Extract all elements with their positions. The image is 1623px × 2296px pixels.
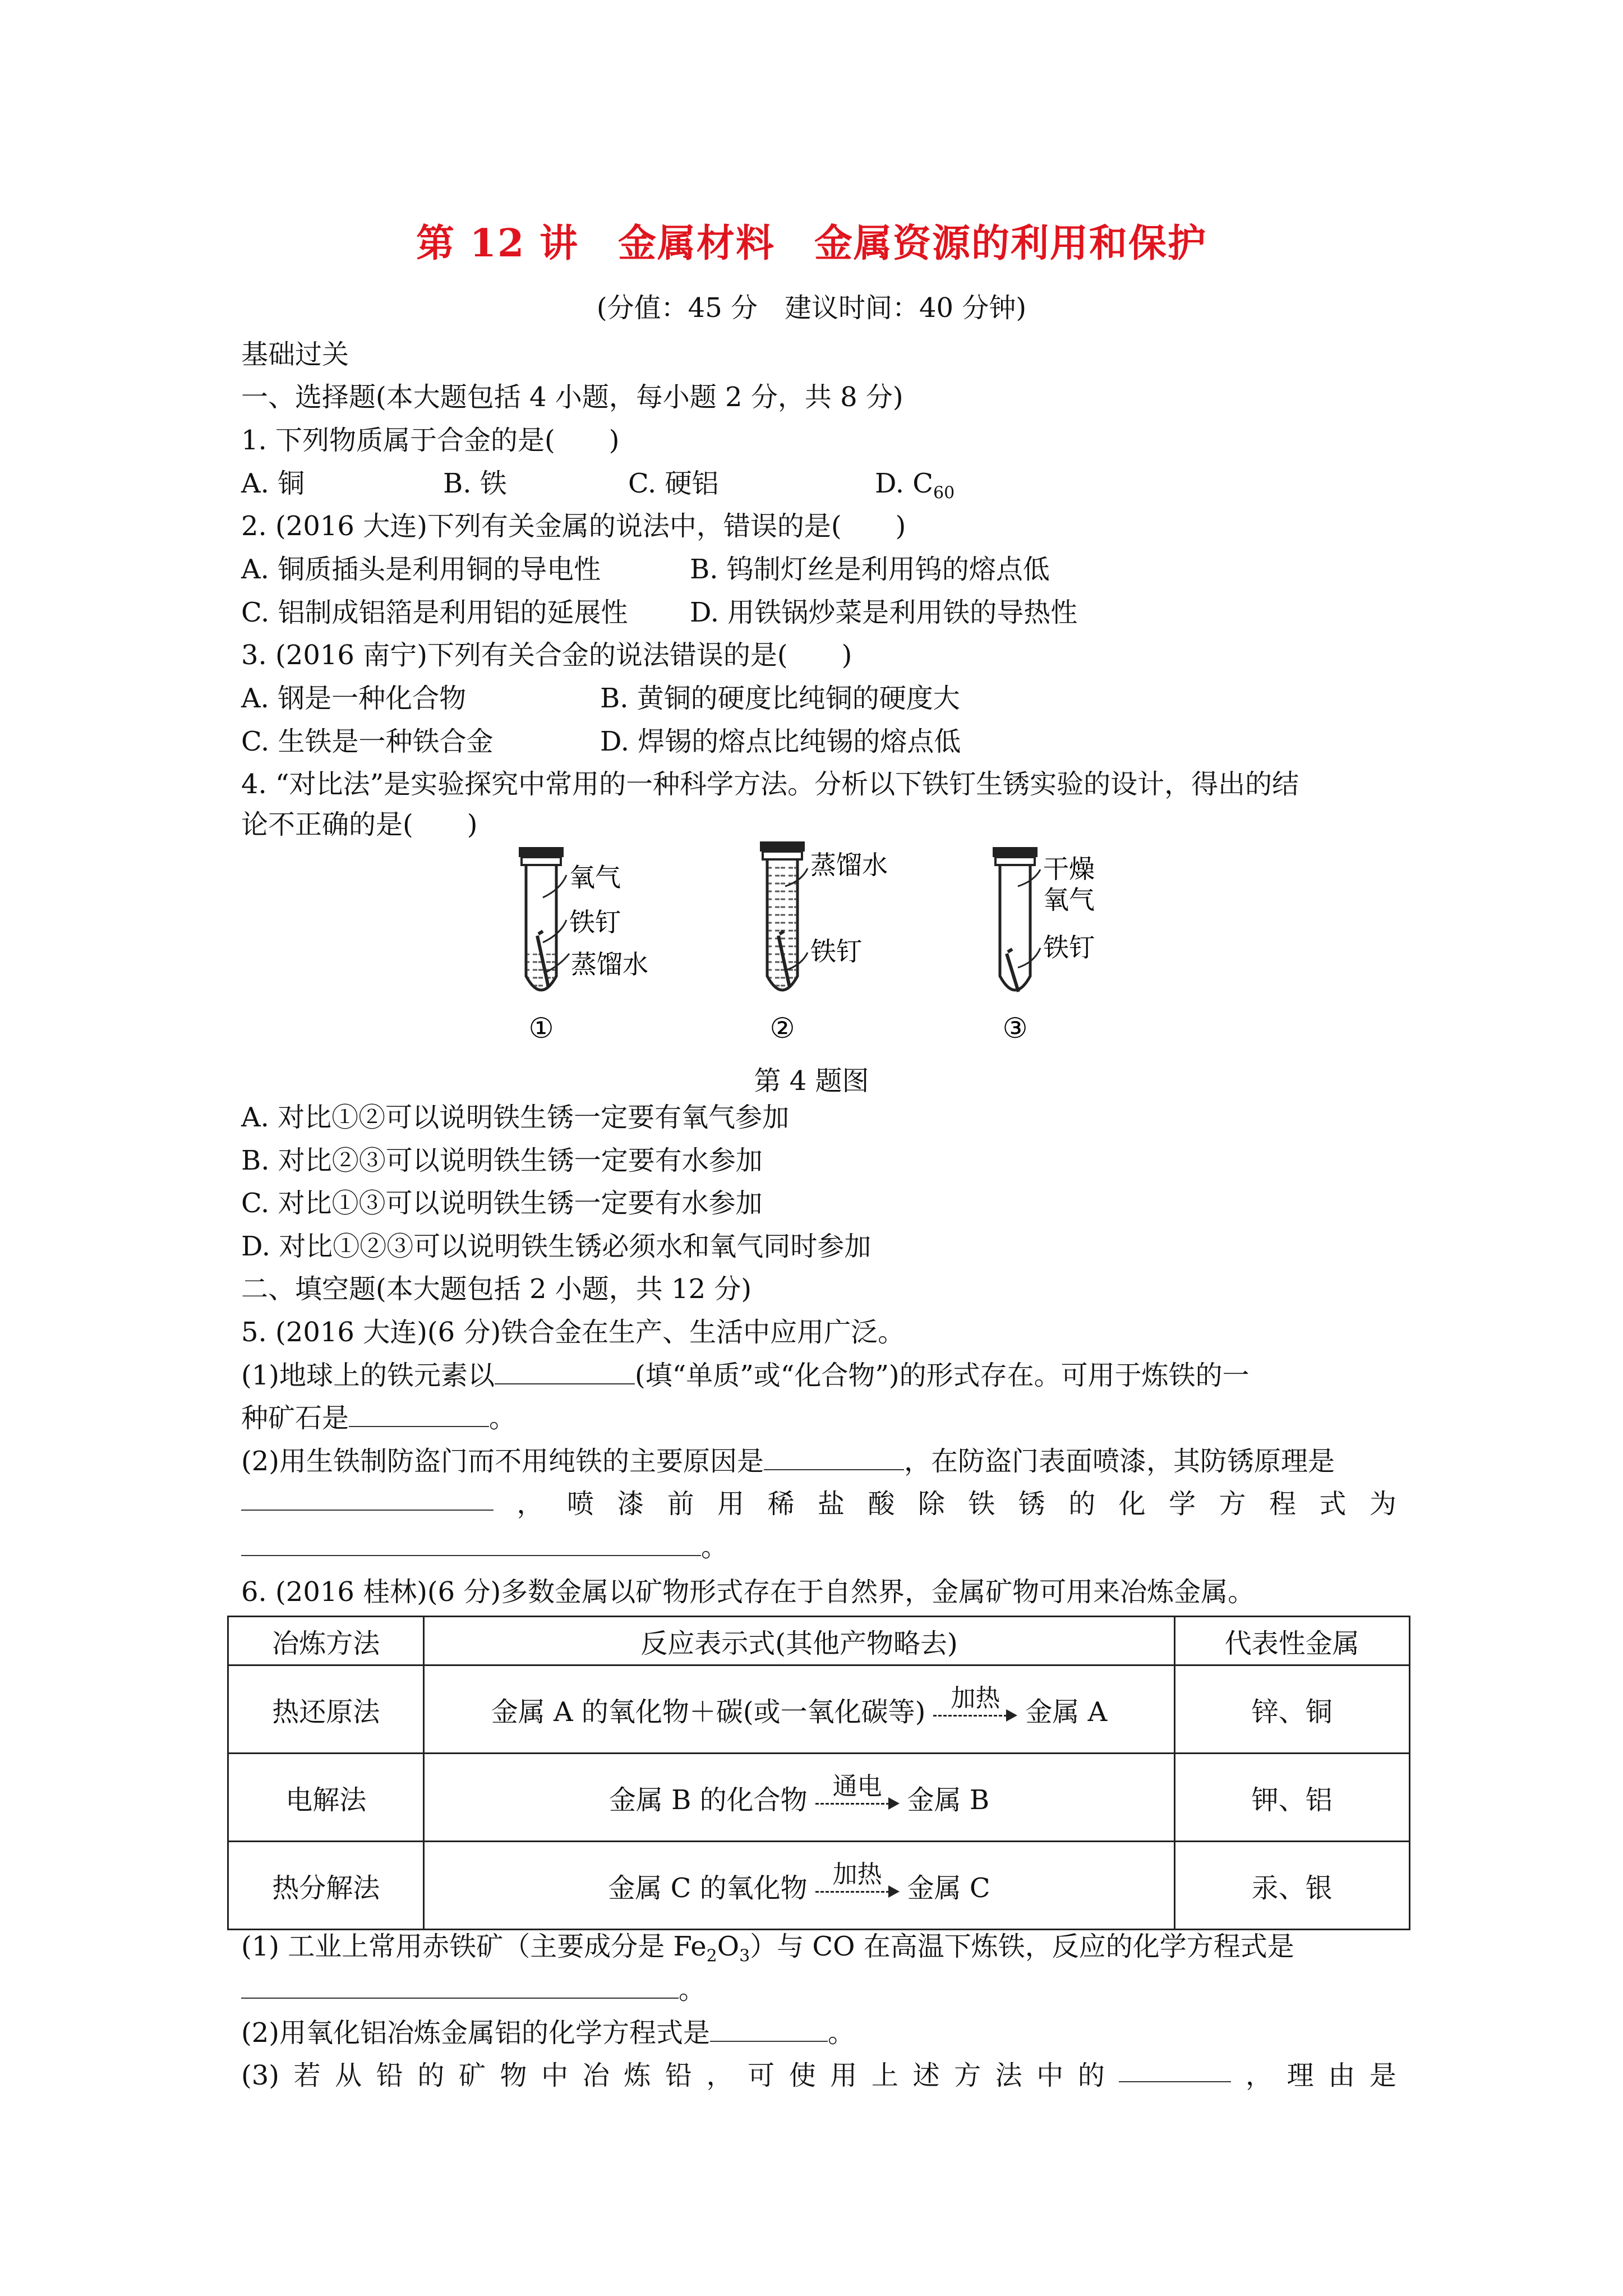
q6-justified-char: 法 bbox=[995, 2060, 1022, 2091]
q5-justified-char: 前 bbox=[667, 1488, 694, 1520]
q1-option-a: A. 铜 bbox=[241, 468, 305, 499]
q1-option-c: C. 硬铝 bbox=[628, 468, 719, 499]
q5-justified-char: 酸 bbox=[868, 1488, 895, 1520]
tube2-label-nail: 铁钉 bbox=[810, 936, 862, 967]
q5-blank-3[interactable] bbox=[764, 1447, 904, 1470]
table-cell-method: 热还原法 bbox=[228, 1665, 424, 1754]
q6-part1-line2: 。 bbox=[241, 1973, 706, 2007]
table-cell-reaction: 金属 C 的氧化物 加热 金属 C bbox=[424, 1842, 1174, 1930]
page-subtitle: (分值：45 分 建议时间：40 分钟) bbox=[596, 292, 1027, 324]
q6-justified-char: 若 bbox=[293, 2060, 321, 2091]
q3-stem: 3. (2016 南宁)下列有关合金的说法错误的是( ) bbox=[241, 639, 852, 671]
section-label: 基础过关 bbox=[241, 339, 349, 370]
q6-justified-char: 中 bbox=[541, 2060, 569, 2091]
q5-justified-char: 盐 bbox=[818, 1488, 845, 1520]
page-title: 第 12 讲 金属材料 金属资源的利用和保护 bbox=[416, 221, 1207, 266]
q5-blank-2[interactable] bbox=[349, 1404, 489, 1427]
q5-part1-line2: 种矿石是 。 bbox=[241, 1402, 517, 1434]
q6-justified-char: 铅 bbox=[376, 2060, 403, 2091]
q1-option-b: B. 铁 bbox=[443, 468, 507, 499]
q4-option-d: D. 对比①②③可以说明铁生锈必须水和氧气同时参加 bbox=[241, 1231, 872, 1262]
q1-stem: 1. 下列物质属于合金的是( ) bbox=[241, 425, 620, 456]
reaction-arrow-icon: 加热 bbox=[933, 1703, 1017, 1725]
reaction-arrow-icon: 加热 bbox=[815, 1879, 900, 1901]
table-cell-reaction: 金属 A 的氧化物＋碳(或一氧化碳等) 加热 金属 A bbox=[424, 1665, 1174, 1754]
q2-option-a: A. 铜质插头是利用铜的导电性 bbox=[241, 554, 601, 585]
q6-justified-char: ， bbox=[1246, 2060, 1273, 2091]
part1-heading: 一、选择题(本大题包括 4 小题，每小题 2 分，共 8 分) bbox=[241, 381, 903, 413]
q5-part2-line1: (2)用生铁制防盗门而不用纯铁的主要原因是 ，在防盗门表面喷漆，其防锈原理是 bbox=[241, 1446, 1335, 1477]
tube2-label-water: 蒸馏水 bbox=[810, 850, 888, 880]
q5-justified-char: 稀 bbox=[767, 1488, 795, 1520]
q2-option-c: C. 铝制成铝箔是利用铝的延展性 bbox=[241, 597, 628, 628]
table-cell-method: 热分解法 bbox=[228, 1842, 424, 1930]
q5-justified-char: 式 bbox=[1319, 1488, 1347, 1520]
figure-caption: 第 4 题图 bbox=[754, 1065, 869, 1097]
q6-stem: 6. (2016 桂林)(6 分)多数金属以矿物形式存在于自然界，金属矿物可用来冶炼金属。 bbox=[241, 1576, 1255, 1608]
q4-option-c: C. 对比①③可以说明铁生锈一定要有水参加 bbox=[241, 1188, 763, 1219]
q6-justified-char: 的 bbox=[417, 2060, 445, 2091]
q6-justified-char: 使 bbox=[789, 2060, 816, 2091]
q6-justified-char: 是 bbox=[1369, 2060, 1396, 2091]
table-row bbox=[228, 1665, 1410, 1754]
q6-part1-line1: (1) 工业上常用赤铁矿（主要成分是 $Fe_2O_3$）与 CO 在高温下炼铁，反应的化学方程式是 bbox=[241, 1931, 1294, 1966]
table-cell-metals: 汞、银 bbox=[1174, 1842, 1409, 1930]
q5-justified-char: 学 bbox=[1169, 1488, 1196, 1520]
table-cell-method: 电解法 bbox=[228, 1754, 424, 1842]
q4-option-a: A. 对比①②可以说明铁生锈一定要有氧气参加 bbox=[241, 1102, 790, 1133]
table-header-row bbox=[228, 1617, 1410, 1665]
q6-justified-char: 方 bbox=[954, 2060, 981, 2091]
tube1-number: ① bbox=[528, 1012, 554, 1045]
q6-blank-1[interactable] bbox=[241, 1975, 679, 1999]
q6-justified-char: (3) bbox=[241, 2060, 279, 2091]
table-header: 反应表示式(其他产物略去) bbox=[424, 1617, 1174, 1665]
q5-part1-line1: (1)地球上的铁元素以 (填“单质”或“化合物”)的形式存在。可用于炼铁的一 bbox=[241, 1360, 1249, 1391]
q6-justified-char: 的 bbox=[1077, 2060, 1105, 2091]
q5-blank-4[interactable] bbox=[241, 1487, 494, 1511]
q5-justified-char: ， bbox=[517, 1488, 544, 1520]
q5-justified-char: 锈 bbox=[1018, 1488, 1045, 1520]
q1-option-d: D. $C_{60}$ bbox=[875, 468, 955, 503]
table-header: 代表性金属 bbox=[1174, 1617, 1409, 1665]
q4-option-b: B. 对比②③可以说明铁生锈一定要有水参加 bbox=[241, 1145, 763, 1176]
table-header: 冶炼方法 bbox=[228, 1617, 424, 1665]
q5-justified-char: 化 bbox=[1118, 1488, 1146, 1520]
tube3-label-nail: 铁钉 bbox=[1043, 932, 1095, 963]
q3-option-b: B. 黄铜的硬度比纯铜的硬度大 bbox=[600, 683, 960, 714]
q5-justified-char: 铁 bbox=[968, 1488, 995, 1520]
q6-justified-char: 述 bbox=[912, 2060, 940, 2091]
q5-blank-1[interactable] bbox=[495, 1361, 635, 1384]
tube1-label-nail: 铁钉 bbox=[569, 907, 621, 937]
q6-justified-char: 矿 bbox=[458, 2060, 486, 2091]
tube3-label-dry: 干燥 bbox=[1043, 854, 1095, 884]
q5-stem: 5. (2016 大连)(6 分)铁合金在生产、生活中应用广泛。 bbox=[241, 1317, 905, 1348]
q6-justified-char: 理 bbox=[1287, 2060, 1314, 2091]
q5-part2-line2 bbox=[241, 1487, 1396, 1521]
test-tube-1 bbox=[519, 847, 648, 1045]
q6-justified-char: 由 bbox=[1328, 2060, 1355, 2091]
tube1-label-oxygen: 氧气 bbox=[569, 862, 621, 892]
q5-part2-line3: 。 bbox=[241, 1530, 728, 1564]
q6-justified-char: 用 bbox=[830, 2060, 857, 2091]
q2-option-d: D. 用铁锅炒菜是利用铁的导热性 bbox=[690, 597, 1078, 628]
q3-option-d: D. 焊锡的熔点比纯锡的熔点低 bbox=[600, 726, 961, 757]
q3-option-a: A. 钢是一种化合物 bbox=[241, 683, 467, 714]
tube3-label-oxygen: 氧气 bbox=[1043, 885, 1095, 915]
q6-justified-char: 炼 bbox=[624, 2060, 651, 2091]
q6-justified-char: 可 bbox=[748, 2060, 775, 2091]
q6-justified-char: 铅 bbox=[665, 2060, 692, 2091]
q6-blank-2[interactable] bbox=[710, 2018, 828, 2042]
q4-stem-line1: 4. “对比法”是实验探究中常用的一种科学方法。分析以下铁钉生锈实验的设计，得出的结 bbox=[241, 769, 1299, 800]
q2-option-b: B. 钨制灯丝是利用钨的熔点低 bbox=[690, 554, 1050, 585]
q6-justified-char: ， bbox=[706, 2060, 734, 2091]
q5-justified-char: 用 bbox=[717, 1488, 745, 1520]
q5-justified-char: 喷 bbox=[566, 1488, 594, 1520]
q6-justified-char: 冶 bbox=[582, 2060, 610, 2091]
q5-justified-char: 为 bbox=[1369, 1488, 1396, 1520]
smelting-table bbox=[227, 1616, 1410, 1930]
q5-blank-5[interactable] bbox=[241, 1533, 701, 1556]
q5-justified-char: 程 bbox=[1269, 1488, 1296, 1520]
q6-justified-char: 中 bbox=[1036, 2060, 1064, 2091]
q6-justified-char: 上 bbox=[871, 2060, 898, 2091]
q3-option-c: C. 生铁是一种铁合金 bbox=[241, 726, 494, 757]
q6-part3-line bbox=[241, 2059, 1396, 2092]
q5-justified-char: 除 bbox=[917, 1488, 945, 1520]
q4-figure bbox=[0, 0, 1623, 1066]
tube3-number: ③ bbox=[1002, 1012, 1028, 1045]
q6-part2: (2)用氧化铝冶炼金属铝的化学方程式是 。 bbox=[241, 2017, 855, 2049]
q5-justified-char: 漆 bbox=[617, 1488, 644, 1520]
table-cell-metals: 锌、铜 bbox=[1174, 1665, 1409, 1754]
tube1-label-water: 蒸馏水 bbox=[571, 949, 648, 979]
q6-justified-char: 物 bbox=[500, 2060, 527, 2091]
test-tube-3 bbox=[993, 847, 1095, 1045]
q4-stem-line2: 论不正确的是( ) bbox=[241, 809, 478, 840]
table-row bbox=[228, 1842, 1410, 1930]
part2-heading: 二、填空题(本大题包括 2 小题，共 12 分) bbox=[241, 1273, 752, 1305]
q2-stem: 2. (2016 大连)下列有关金属的说法中，错误的是( ) bbox=[241, 510, 906, 542]
table-cell-reaction: 金属 B 的化合物 通电 金属 B bbox=[424, 1754, 1174, 1842]
q6-justified-char: 从 bbox=[335, 2060, 362, 2091]
q5-justified-char: 的 bbox=[1068, 1488, 1096, 1520]
table-cell-metals: 钾、铝 bbox=[1174, 1754, 1409, 1842]
reaction-arrow-icon: 通电 bbox=[815, 1791, 900, 1813]
test-tube-2 bbox=[760, 841, 888, 1045]
tube2-number: ② bbox=[769, 1012, 795, 1045]
q6-blank-3[interactable] bbox=[1119, 2059, 1231, 2082]
table-row bbox=[228, 1754, 1410, 1842]
q5-justified-char: 方 bbox=[1219, 1488, 1246, 1520]
